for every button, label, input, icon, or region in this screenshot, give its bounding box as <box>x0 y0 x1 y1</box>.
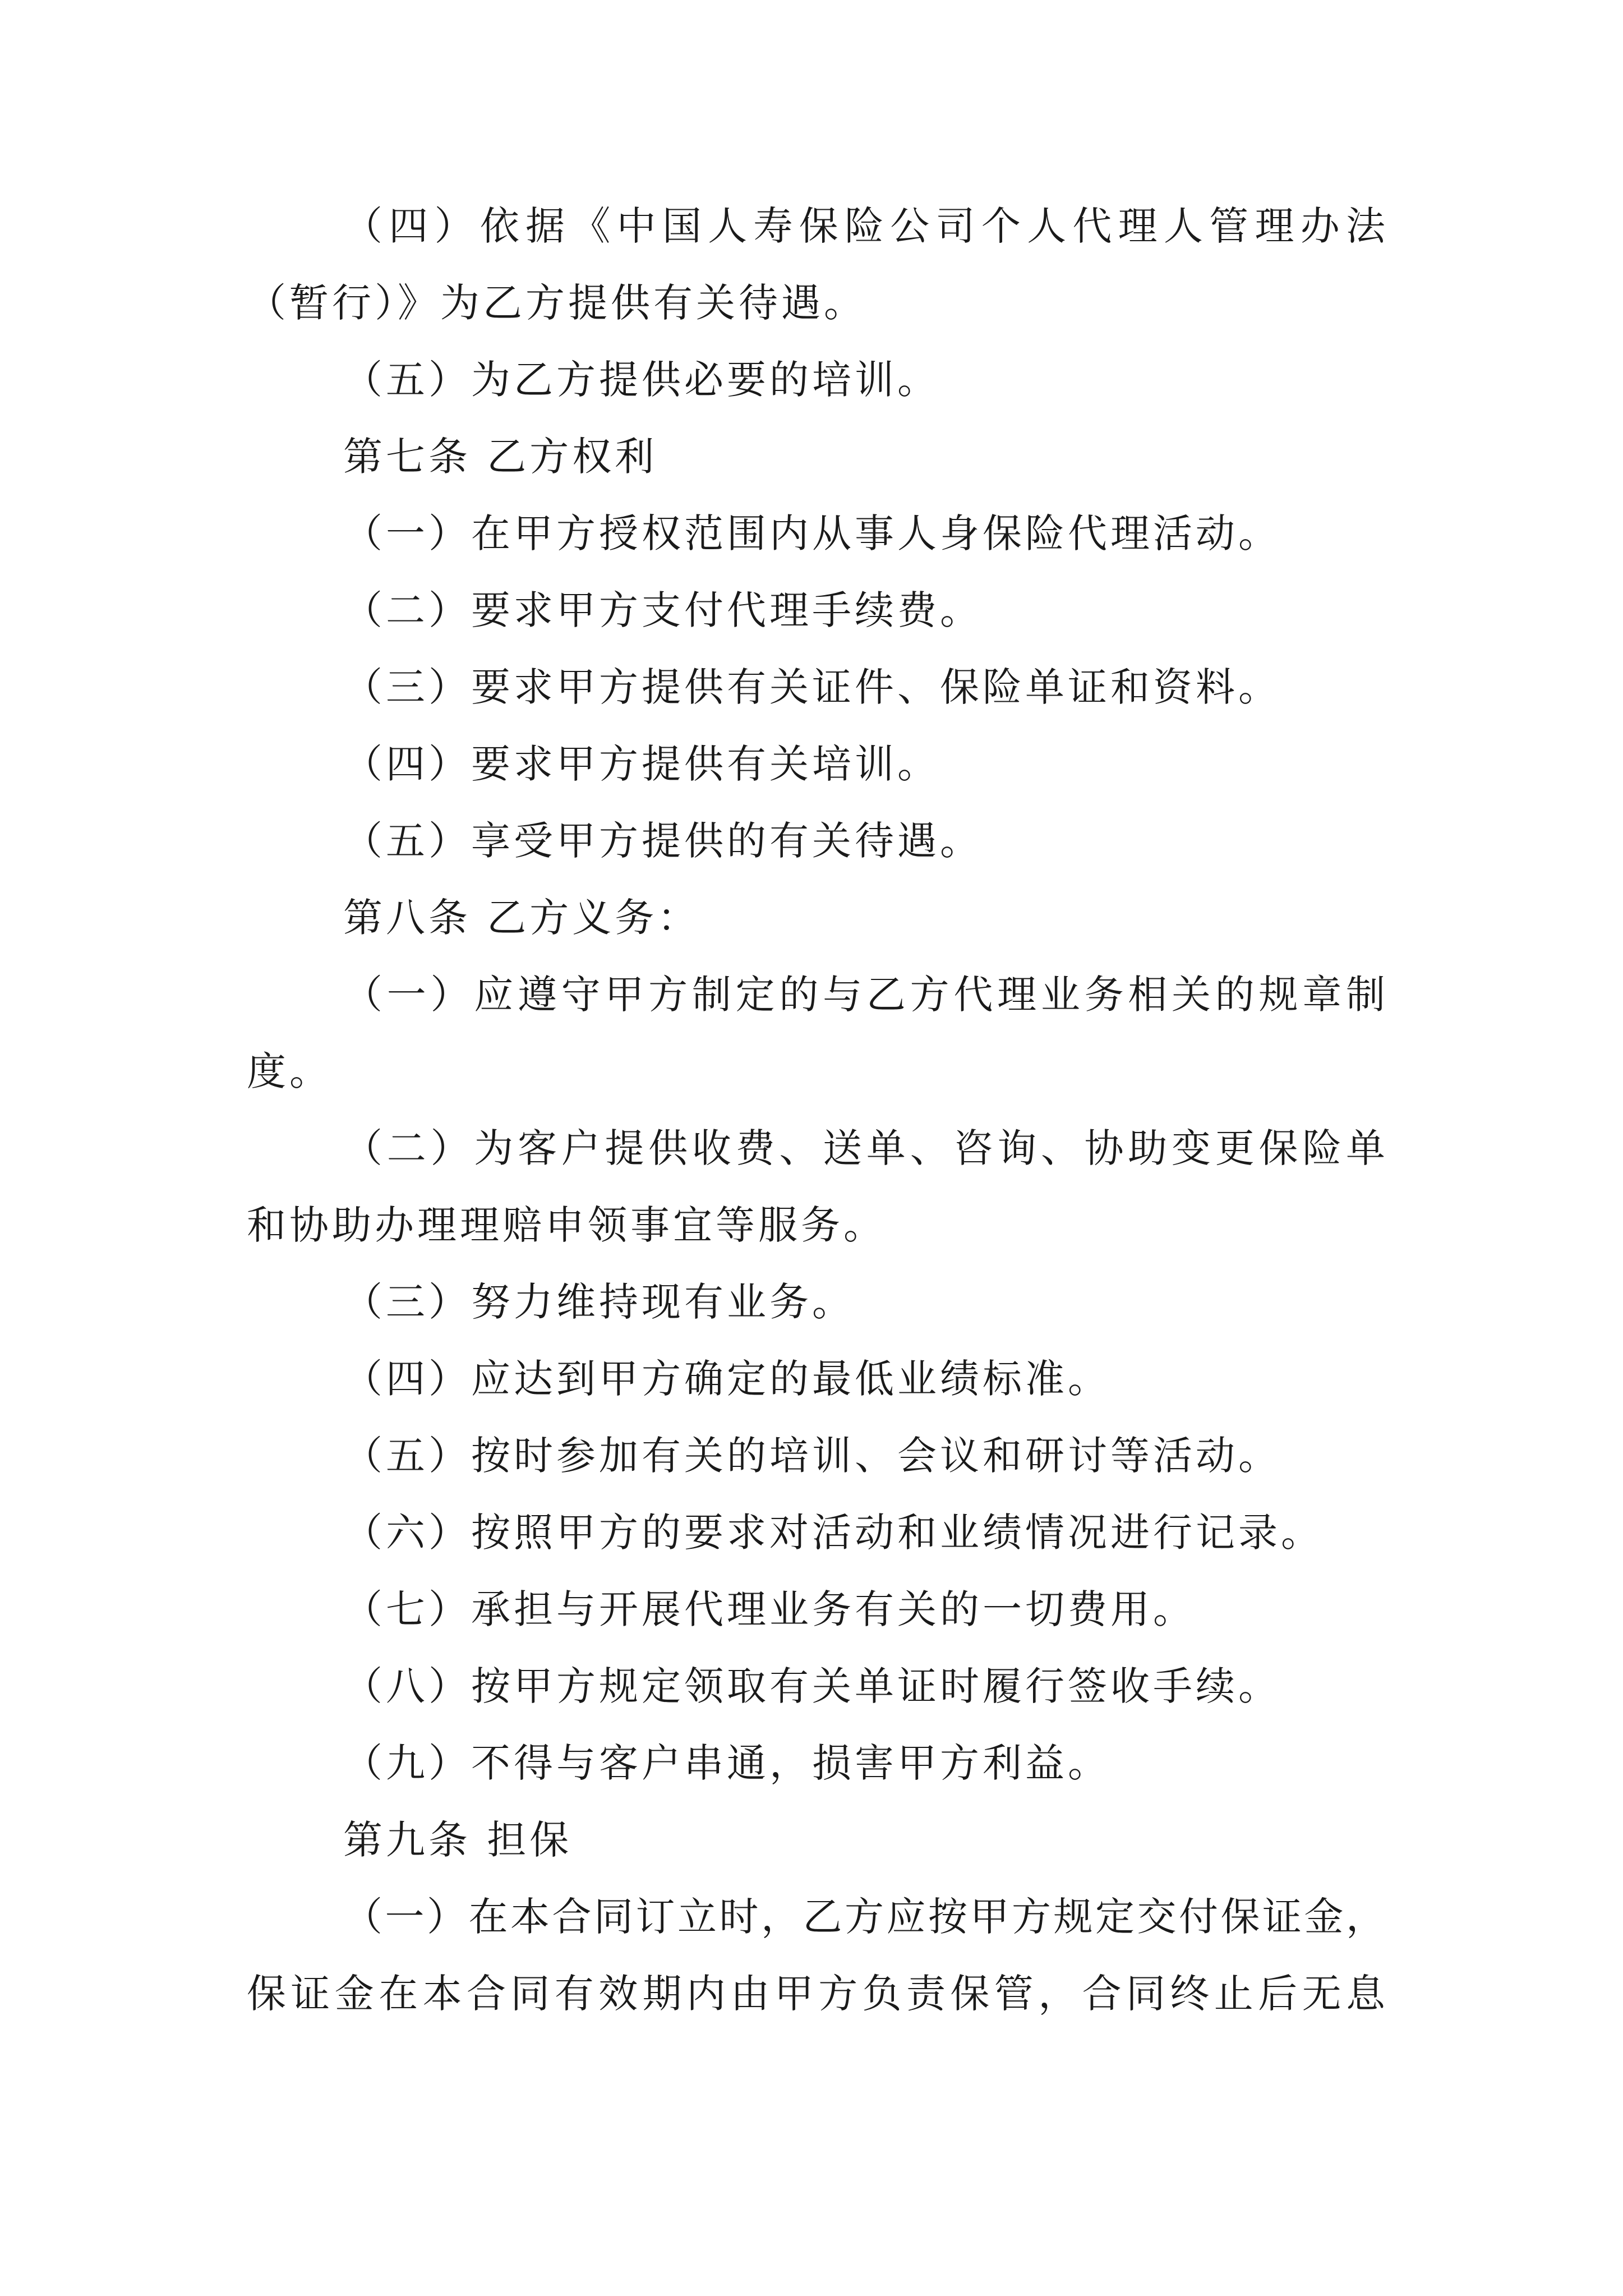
article-8-item-8: （八）按甲方规定领取有关单证时履行签收手续。 <box>343 1663 1281 1709</box>
article-7-item-5: （五）享受甲方提供的有关待遇。 <box>343 818 983 864</box>
article-8-item-4: （四）应达到甲方确定的最低业绩标准。 <box>343 1356 1110 1402</box>
article-8-item-2-line-1: （二）为客户提供收费、送单、咨询、协助变更保险单 <box>343 1125 1385 1171</box>
article-8-item-1-line-2: 度。 <box>247 1048 332 1094</box>
clause-6-item-4-line-2: （暂行）》为乙方提供有关待遇。 <box>247 280 866 326</box>
article-8-item-5: （五）按时参加有关的培训、会议和研讨等活动。 <box>343 1433 1281 1479</box>
article-8-item-9: （九）不得与客户串通，损害甲方利益。 <box>343 1740 1110 1786</box>
article-8-heading: 第八条 乙方义务： <box>343 895 700 941</box>
clause-6-item-4-line-1: （四）依据《中国人寿保险公司个人代理人管理办法 <box>343 203 1385 249</box>
article-7-item-1: （一）在甲方授权范围内从事人身保险代理活动。 <box>343 510 1281 556</box>
article-9-heading: 第九条 担保 <box>343 1817 573 1863</box>
article-7-item-3: （三）要求甲方提供有关证件、保险单证和资料。 <box>343 664 1281 710</box>
article-8-item-1-line-1: （一）应遵守甲方制定的与乙方代理业务相关的规章制 <box>343 972 1385 1018</box>
article-8-item-7: （七）承担与开展代理业务有关的一切费用。 <box>343 1586 1196 1632</box>
article-8-item-6: （六）按照甲方的要求对活动和业绩情况进行记录。 <box>343 1510 1324 1556</box>
article-8-item-3: （三）努力维持现有业务。 <box>343 1279 855 1325</box>
article-9-item-1-line-1: （一）在本合同订立时，乙方应按甲方规定交付保证金， <box>343 1894 1385 1940</box>
article-7-item-4: （四）要求甲方提供有关培训。 <box>343 741 940 787</box>
clause-6-item-5: （五）为乙方提供必要的培训。 <box>343 357 940 403</box>
article-9-item-1-line-2: 保证金在本合同有效期内由甲方负责保管，合同终止后无息 <box>247 1971 1385 2017</box>
article-8-item-2-line-2: 和协助办理理赔申领事宜等服务。 <box>247 1202 886 1248</box>
document-body <box>247 203 1385 2051</box>
article-7-item-2: （二）要求甲方支付代理手续费。 <box>343 587 983 633</box>
article-7-heading: 第七条 乙方权利 <box>343 434 658 480</box>
